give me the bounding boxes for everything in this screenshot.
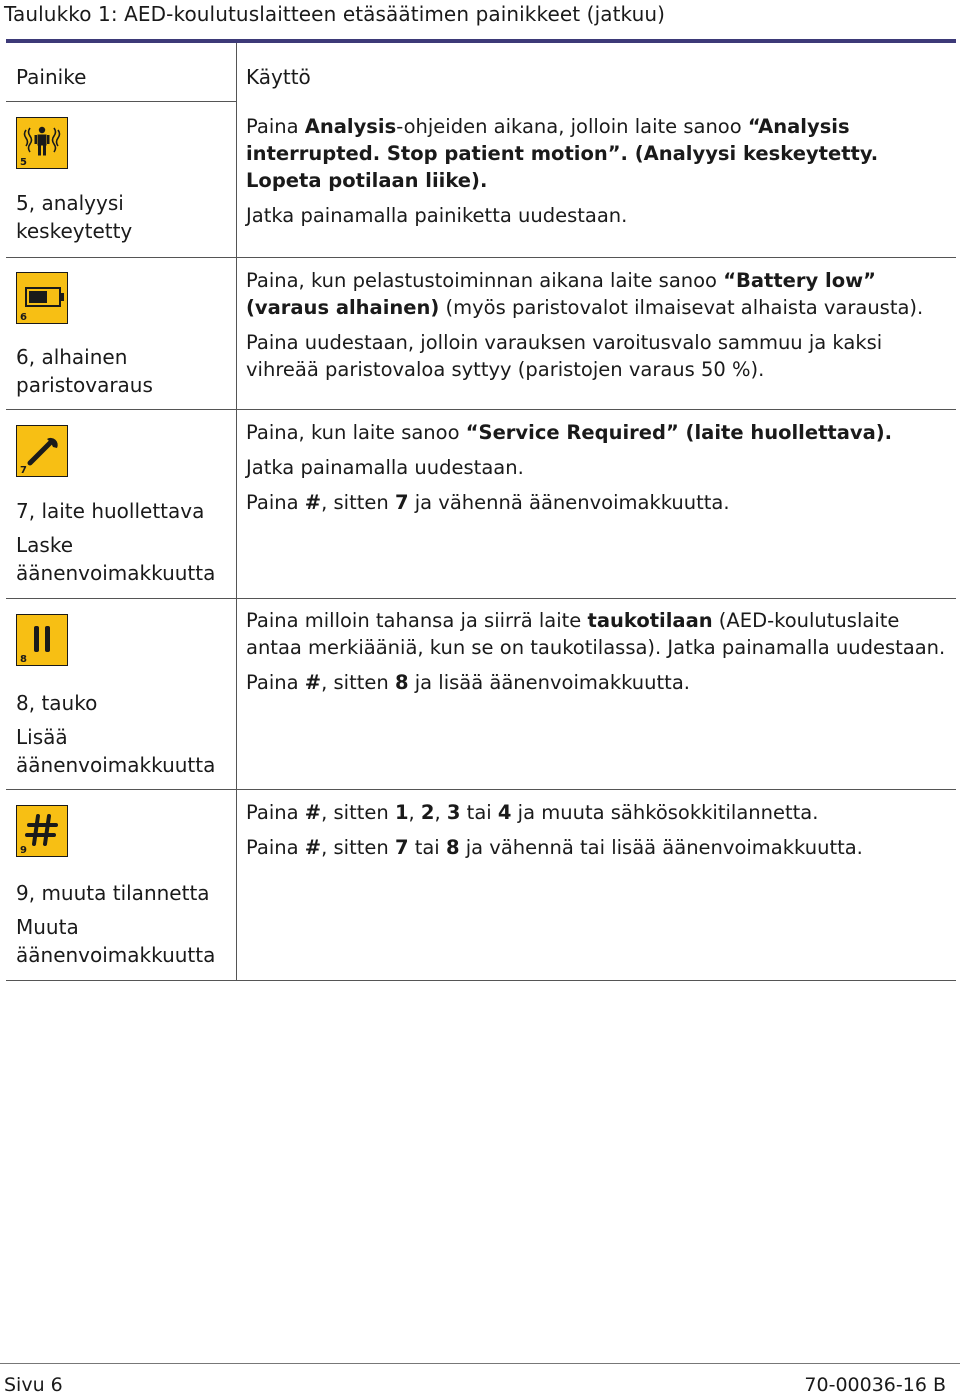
description-row-8 — [246, 607, 946, 704]
icon-number: 8 — [20, 654, 27, 665]
text-run: 7 — [394, 491, 409, 514]
low-battery-icon — [16, 272, 68, 324]
desc-paragraph — [246, 834, 946, 861]
wrench-icon — [16, 425, 68, 477]
text-run: # — [304, 491, 322, 514]
description-row-6 — [246, 267, 946, 391]
header-kaytto: Käyttö — [246, 65, 311, 89]
button-label-row-7 — [16, 497, 231, 587]
title-rule — [6, 39, 956, 43]
text-run: Paina — [246, 671, 305, 694]
text-run: , sitten — [321, 671, 395, 694]
text-run: Jatka painamalla uudestaan. — [246, 456, 524, 479]
pause-icon — [16, 614, 68, 666]
text-run: 3 — [446, 801, 461, 824]
page-number: Sivu 6 — [4, 1374, 63, 1396]
text-run: “Analysis interrupted. Stop patient motion”. (Analyysi keskeytetty. Lopeta potilaan liike). — [246, 115, 879, 192]
text-run: taukotilaan — [587, 609, 713, 632]
walking-person-icon — [16, 117, 68, 169]
text-run: ja vähennä tai lisää äänenvoimakkuutta. — [459, 836, 863, 859]
hash-icon — [16, 805, 68, 857]
button-label-row-5 — [16, 189, 231, 245]
footer-rule — [0, 1363, 960, 1364]
text-run: ja lisää äänenvoimakkuutta. — [408, 671, 690, 694]
button-sublabel: Muuta äänenvoimakkuutta — [16, 915, 216, 967]
text-run: tai — [408, 836, 446, 859]
desc-paragraph — [246, 202, 946, 229]
header-painike: Painike — [16, 65, 87, 89]
text-run: “Battery low” (varaus alhainen) — [246, 269, 876, 319]
button-label-row-9 — [16, 879, 231, 969]
text-run: Paina, kun pelastustoiminnan aikana laite sanoo — [246, 269, 724, 292]
button-sublabel: Laske äänenvoimakkuutta — [16, 533, 216, 585]
text-run: “Service Required” (laite huollettava). — [465, 421, 893, 444]
desc-paragraph — [246, 607, 946, 661]
description-row-9 — [246, 799, 946, 869]
text-run: Jatka painamalla painiketta uudestaan. — [246, 204, 628, 227]
desc-paragraph — [246, 113, 946, 194]
text-run: 4 — [497, 801, 512, 824]
button-name: 5, analyysi keskeytetty — [16, 191, 133, 243]
text-run: 8 — [445, 836, 460, 859]
text-run: # — [304, 671, 322, 694]
button-name: 9, muuta tilannetta — [16, 881, 210, 905]
text-run: -ohjeiden aikana, jolloin laite sanoo — [396, 115, 748, 138]
desc-paragraph — [246, 799, 946, 826]
text-run: ja vähennä äänenvoimakkuutta. — [408, 491, 730, 514]
icon-number: 5 — [20, 157, 27, 168]
document-id: 70-00036-16 B — [804, 1374, 946, 1396]
text-run: Paina — [246, 836, 305, 859]
desc-paragraph — [246, 329, 946, 383]
icon-number: 6 — [20, 312, 27, 323]
text-run: , — [434, 801, 447, 824]
row-divider — [6, 257, 956, 258]
text-run: 7 — [394, 836, 409, 859]
text-run: Paina, kun laite sanoo — [246, 421, 466, 444]
text-run: Analysis — [304, 115, 397, 138]
desc-paragraph — [246, 669, 946, 696]
icon-number: 9 — [20, 845, 27, 856]
header-divider — [6, 101, 236, 102]
text-run: (AED-koulutuslaite antaa merkiääniä, kun se on taukotilassa). Jatka painamalla uudestaan. — [246, 609, 946, 659]
text-run: Paina — [246, 801, 305, 824]
text-run: , sitten — [321, 801, 395, 824]
text-run: # — [304, 801, 322, 824]
description-row-7 — [246, 419, 946, 524]
text-run: Paina — [246, 115, 305, 138]
button-label-row-8 — [16, 689, 231, 779]
icon-number: 7 — [20, 465, 27, 476]
text-run: , sitten — [321, 491, 395, 514]
text-run: # — [304, 836, 322, 859]
text-run: 8 — [394, 671, 409, 694]
row-divider — [6, 409, 956, 410]
page-title: Taulukko 1: AED-koulutuslaitteen etäsäätimen painikkeet (jatkuu) — [4, 2, 666, 26]
text-run: (myös paristovalot ilmaisevat alhaista varausta). — [439, 296, 924, 319]
row-divider — [6, 598, 956, 599]
button-name: 8, tauko — [16, 691, 98, 715]
text-run: 1 — [394, 801, 409, 824]
desc-paragraph — [246, 267, 946, 321]
text-run: , sitten — [321, 836, 395, 859]
text-run: Paina milloin tahansa ja siirrä laite — [246, 609, 588, 632]
description-row-5 — [246, 113, 946, 237]
desc-paragraph — [246, 419, 946, 446]
desc-paragraph — [246, 454, 946, 481]
desc-paragraph — [246, 489, 946, 516]
table-bottom-rule — [6, 980, 956, 981]
text-run: tai — [460, 801, 498, 824]
text-run: , — [408, 801, 421, 824]
column-divider — [236, 43, 237, 980]
text-run: 2 — [420, 801, 435, 824]
button-sublabel: Lisää äänenvoimakkuutta — [16, 725, 216, 777]
button-name: 7, laite huollettava — [16, 499, 205, 523]
button-name: 6, alhainen paristovaraus — [16, 345, 153, 397]
text-run: Paina uudestaan, jolloin varauksen varoitusvalo sammuu ja kaksi vihreää paristovaloa syttyy (paristojen varaus 50 %). — [246, 331, 883, 381]
button-label-row-6 — [16, 343, 231, 399]
text-run: Paina — [246, 491, 305, 514]
text-run: ja muuta sähkösokkitilannetta. — [511, 801, 819, 824]
row-divider — [6, 789, 956, 790]
